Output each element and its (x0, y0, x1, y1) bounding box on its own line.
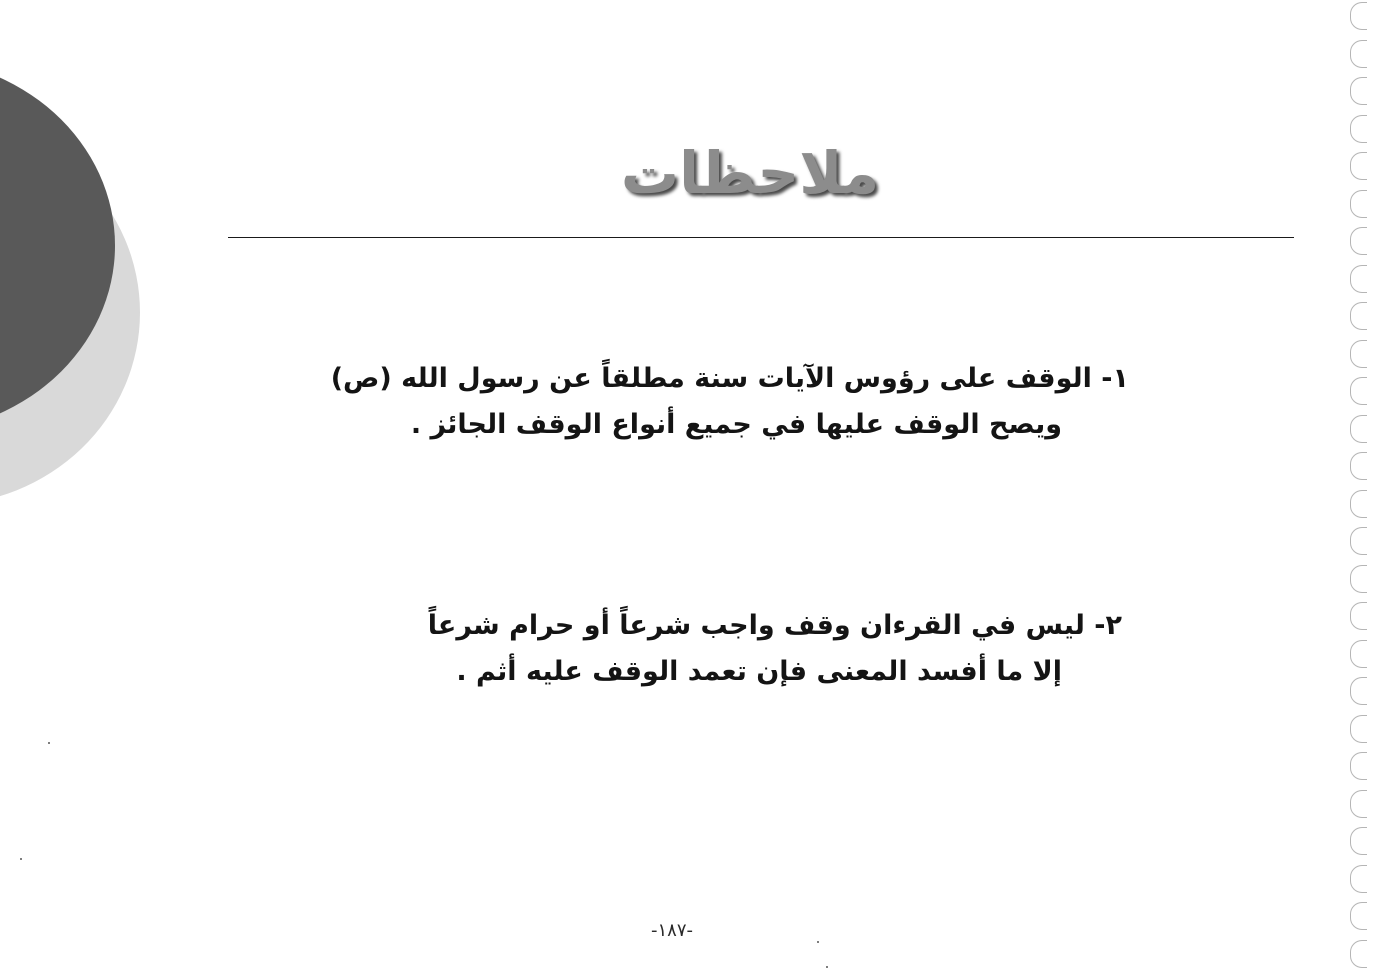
page-number: -١٨٧- (650, 920, 693, 941)
binding-ring (1350, 152, 1367, 180)
binding-ring (1350, 715, 1367, 743)
binding-ring (1350, 490, 1367, 518)
spiral-binding (1342, 0, 1384, 973)
scan-speck (48, 742, 50, 744)
binding-ring (1350, 602, 1367, 630)
note-1-line-1: ١- الوقف على رؤوس الآيات سنة مطلقاً عن رسول الله (ص) (330, 363, 1129, 394)
binding-ring (1350, 2, 1367, 30)
binding-ring (1350, 790, 1367, 818)
binding-ring (1350, 452, 1367, 480)
binding-ring (1350, 415, 1367, 443)
binding-ring (1350, 227, 1367, 255)
binding-ring (1350, 302, 1367, 330)
binding-ring (1350, 640, 1367, 668)
binding-ring (1350, 265, 1367, 293)
scan-speck (20, 858, 22, 860)
binding-ring (1350, 752, 1367, 780)
binding-ring (1350, 565, 1367, 593)
binding-ring (1350, 865, 1367, 893)
note-1-line-2: ويصح الوقف عليها في جميع أنواع الوقف الجائز . (410, 409, 1062, 440)
page-title: ملاحظات (620, 139, 880, 207)
binding-ring (1350, 902, 1367, 930)
binding-ring (1350, 115, 1367, 143)
binding-ring (1350, 527, 1367, 555)
binding-ring (1350, 77, 1367, 105)
binding-ring (1350, 677, 1367, 705)
note-2-line-1: ٢- ليس في القرءان وقف واجب شرعاً أو حرام شرعاً (427, 610, 1122, 641)
binding-ring (1350, 40, 1367, 68)
binding-ring (1350, 340, 1367, 368)
binding-ring (1350, 190, 1367, 218)
scan-speck (826, 966, 828, 968)
binding-ring (1350, 827, 1367, 855)
binding-ring (1350, 940, 1367, 968)
scan-speck (817, 941, 819, 943)
note-2-line-2: إلا ما أفسد المعنى فإن تعمد الوقف عليه أثم . (456, 656, 1062, 687)
title-divider (228, 237, 1294, 238)
binding-ring (1350, 377, 1367, 405)
